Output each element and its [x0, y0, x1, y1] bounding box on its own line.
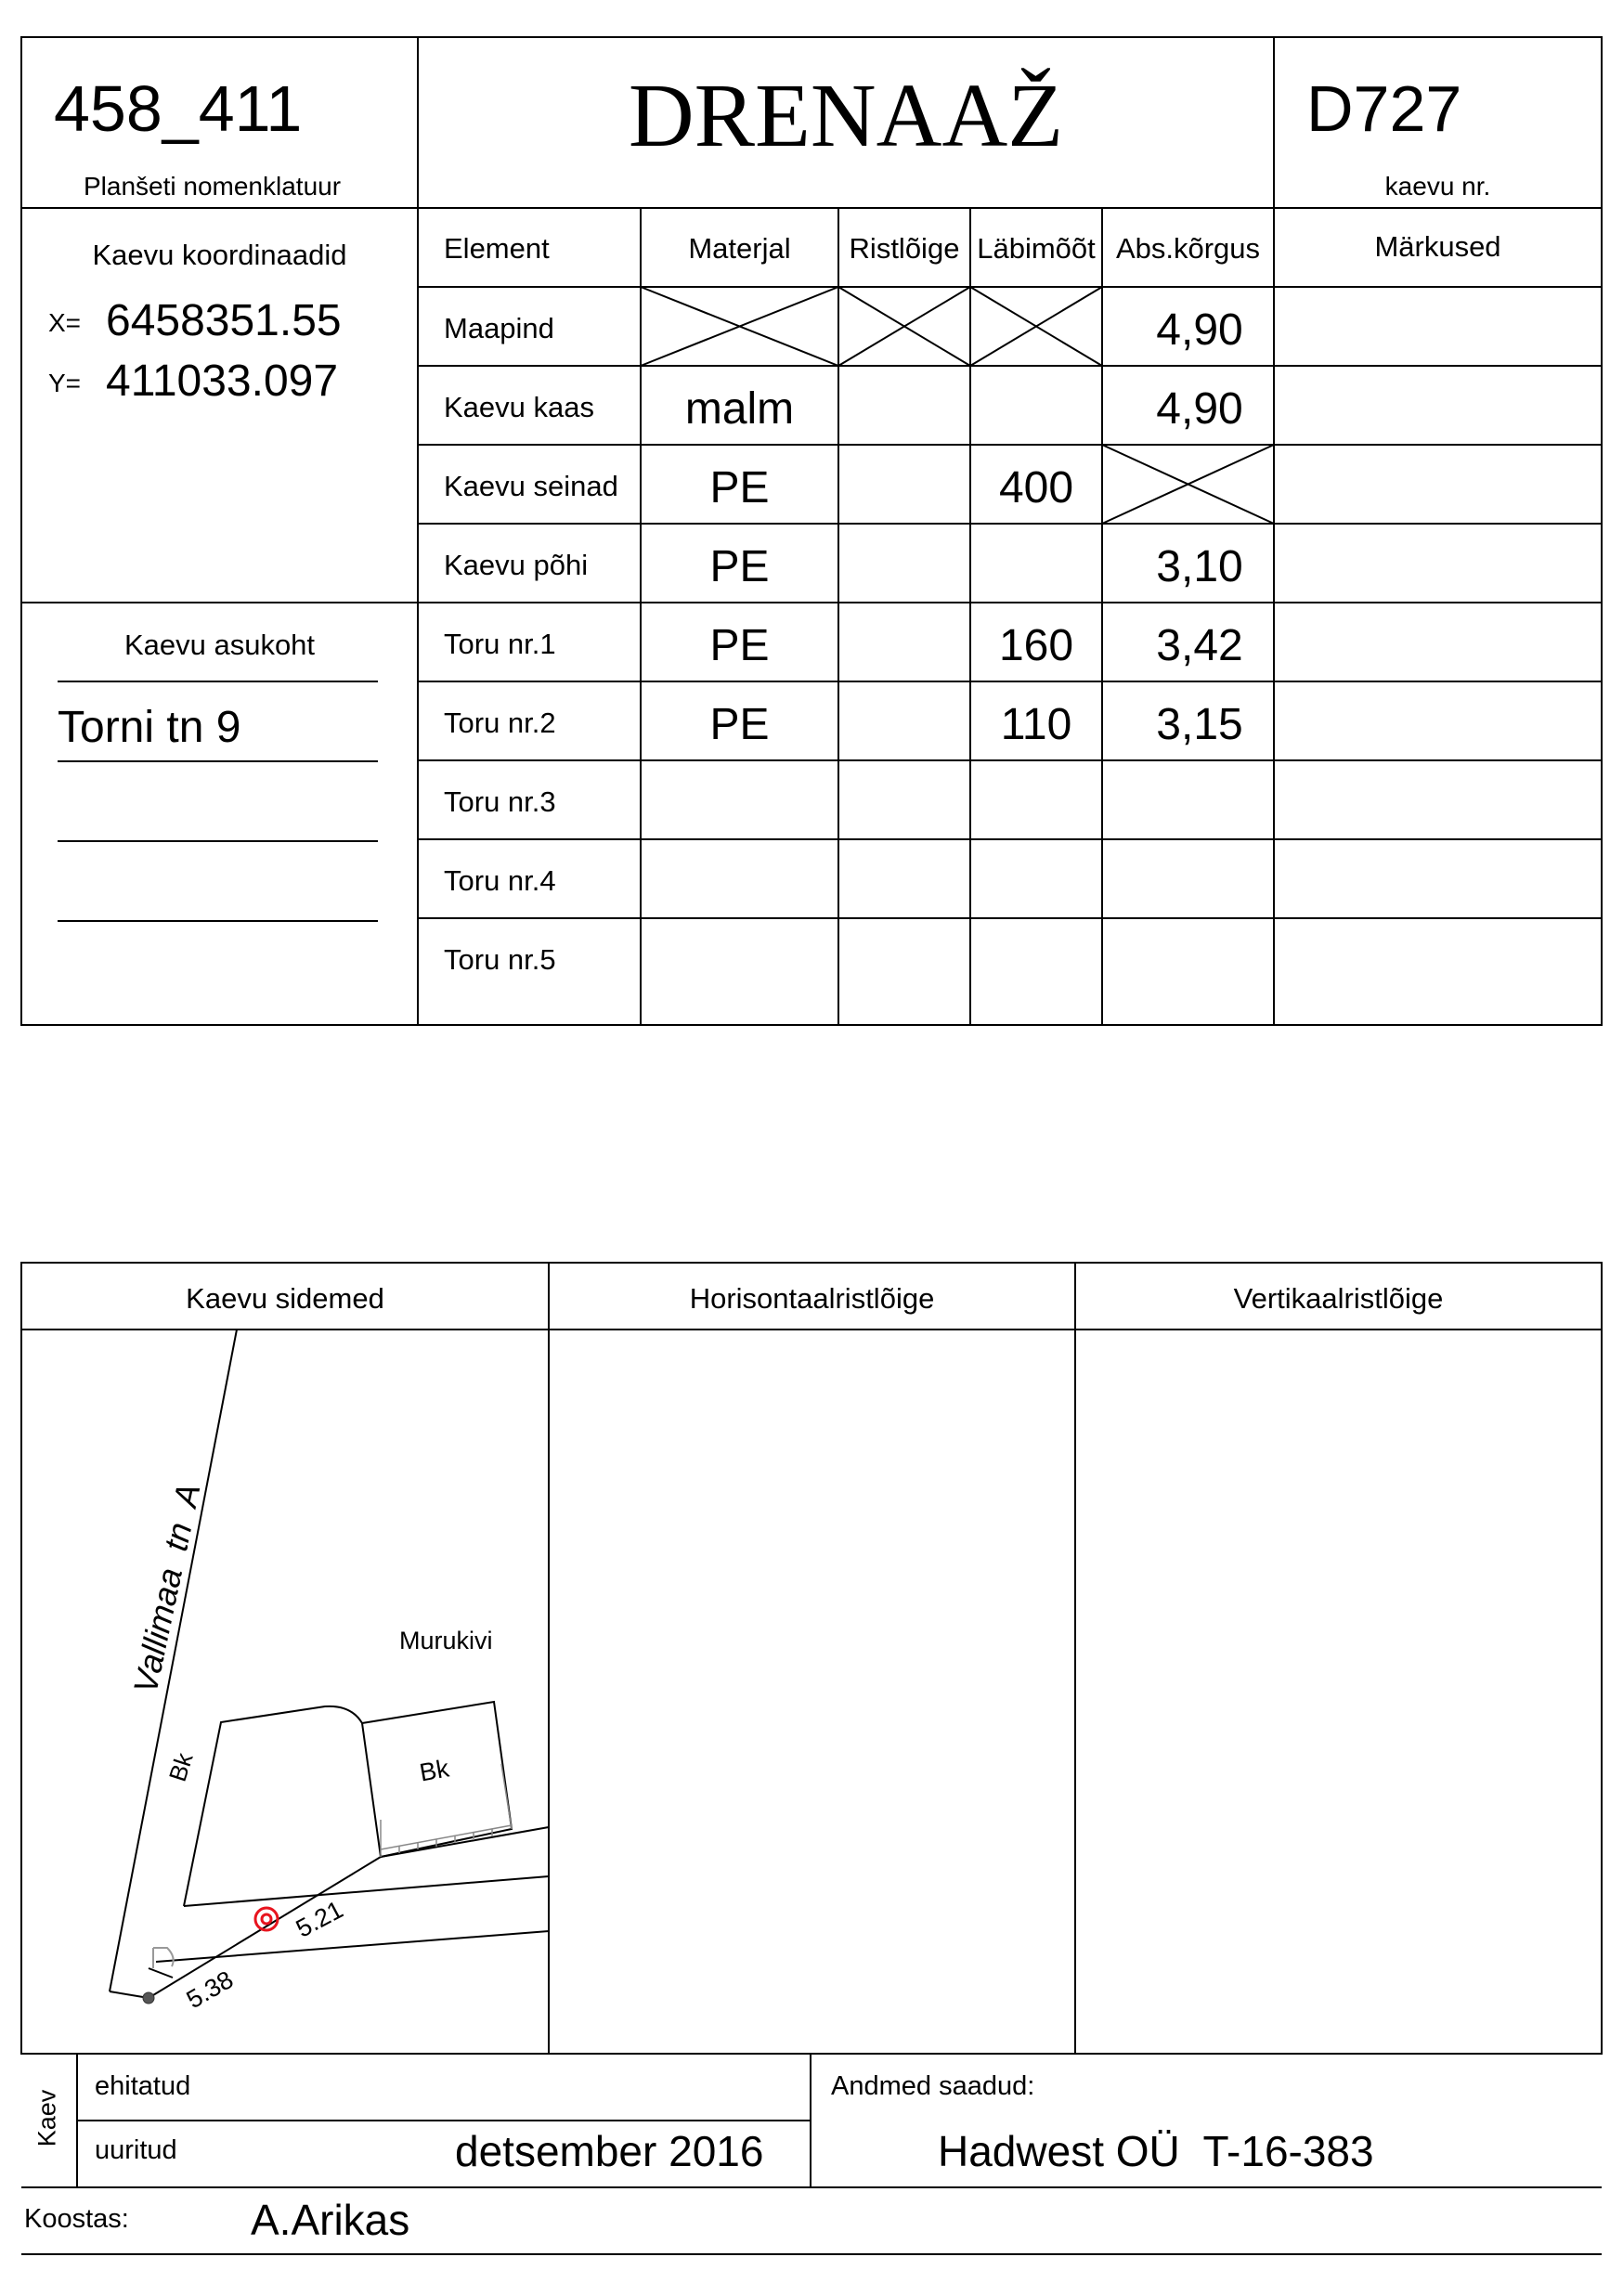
bk-label-right: Bk	[417, 1754, 451, 1787]
sketch-col-vertical: Vertikaalristlõige	[1233, 1282, 1444, 1315]
surveyed-label: uuritud	[95, 2135, 177, 2165]
row-material: PE	[709, 542, 770, 591]
row-element: Toru nr.1	[444, 628, 556, 660]
sketch-col-ties: Kaevu sidemed	[186, 1282, 384, 1315]
col-element: Element	[444, 232, 550, 265]
row-element: Toru nr.3	[444, 785, 556, 818]
x-coordinate: 6458351.55	[106, 296, 342, 345]
sheet-nomenclature-label: Planšeti nomenklatuur	[84, 172, 342, 201]
distance-label: 5.38	[181, 1965, 239, 2015]
sketch-col-horizontal: Horisontaalristlõige	[689, 1282, 935, 1315]
row-height: 4,90	[1156, 305, 1243, 355]
compiled-by: A.Arikas	[251, 2196, 410, 2244]
row-diameter: 110	[1000, 700, 1072, 749]
col-cross-section: Ristlõige	[849, 232, 960, 265]
data-source-value: Hadwest OÜ T-16-383	[938, 2127, 1374, 2175]
compiled-label: Koostas:	[24, 2204, 129, 2234]
col-material: Materjal	[688, 232, 791, 265]
row-element: Toru nr.5	[444, 943, 556, 976]
row-element: Kaevu kaas	[444, 391, 594, 423]
sheet-nomenclature: 458_411	[54, 72, 303, 145]
row-diameter: 160	[998, 621, 1074, 670]
bk-label-left: Bk	[162, 1749, 199, 1785]
row-height: 3,42	[1156, 621, 1243, 670]
row-element: Kaevu seinad	[444, 470, 618, 502]
row-diameter: 400	[998, 463, 1074, 512]
y-coordinate: 411033.097	[106, 357, 339, 406]
street-label: Vallimaa tn A	[125, 1480, 208, 1697]
col-abs-height: Abs.kõrgus	[1115, 232, 1261, 265]
row-height: 4,90	[1156, 384, 1243, 434]
location-label: Kaevu asukoht	[123, 629, 316, 661]
row-material: PE	[709, 621, 770, 670]
surveyed-date: detsember 2016	[455, 2127, 764, 2175]
row-element: Toru nr.4	[444, 864, 556, 897]
row-element: Maapind	[444, 312, 554, 344]
distance-label: 5.21	[291, 1895, 348, 1943]
row-material: PE	[709, 700, 770, 749]
row-material: malm	[684, 384, 795, 434]
built-label: ehitatud	[95, 2071, 191, 2101]
row-height: 3,10	[1156, 542, 1243, 591]
origin-point	[143, 1992, 154, 2004]
kaev-label: Kaev	[32, 2089, 61, 2147]
row-element: Kaevu põhi	[444, 549, 589, 581]
coordinates-label: Kaevu koordinaadid	[92, 239, 347, 271]
data-source-label: Andmed saadud:	[831, 2071, 1035, 2101]
well-number: D727	[1306, 72, 1462, 145]
row-element: Toru nr.2	[444, 707, 556, 739]
area-label: Murukivi	[399, 1627, 493, 1654]
row-height: 3,15	[1156, 700, 1243, 749]
row-material: PE	[709, 463, 770, 512]
x-label: X=	[48, 308, 82, 337]
col-diameter: Läbimõõt	[977, 232, 1096, 265]
col-notes: Märkused	[1374, 230, 1501, 263]
well-number-label: kaevu nr.	[1384, 172, 1491, 201]
location-address: Torni tn 9	[58, 703, 241, 752]
page-title: DRENAAŽ	[628, 66, 1064, 166]
y-label: Y=	[48, 369, 82, 397]
